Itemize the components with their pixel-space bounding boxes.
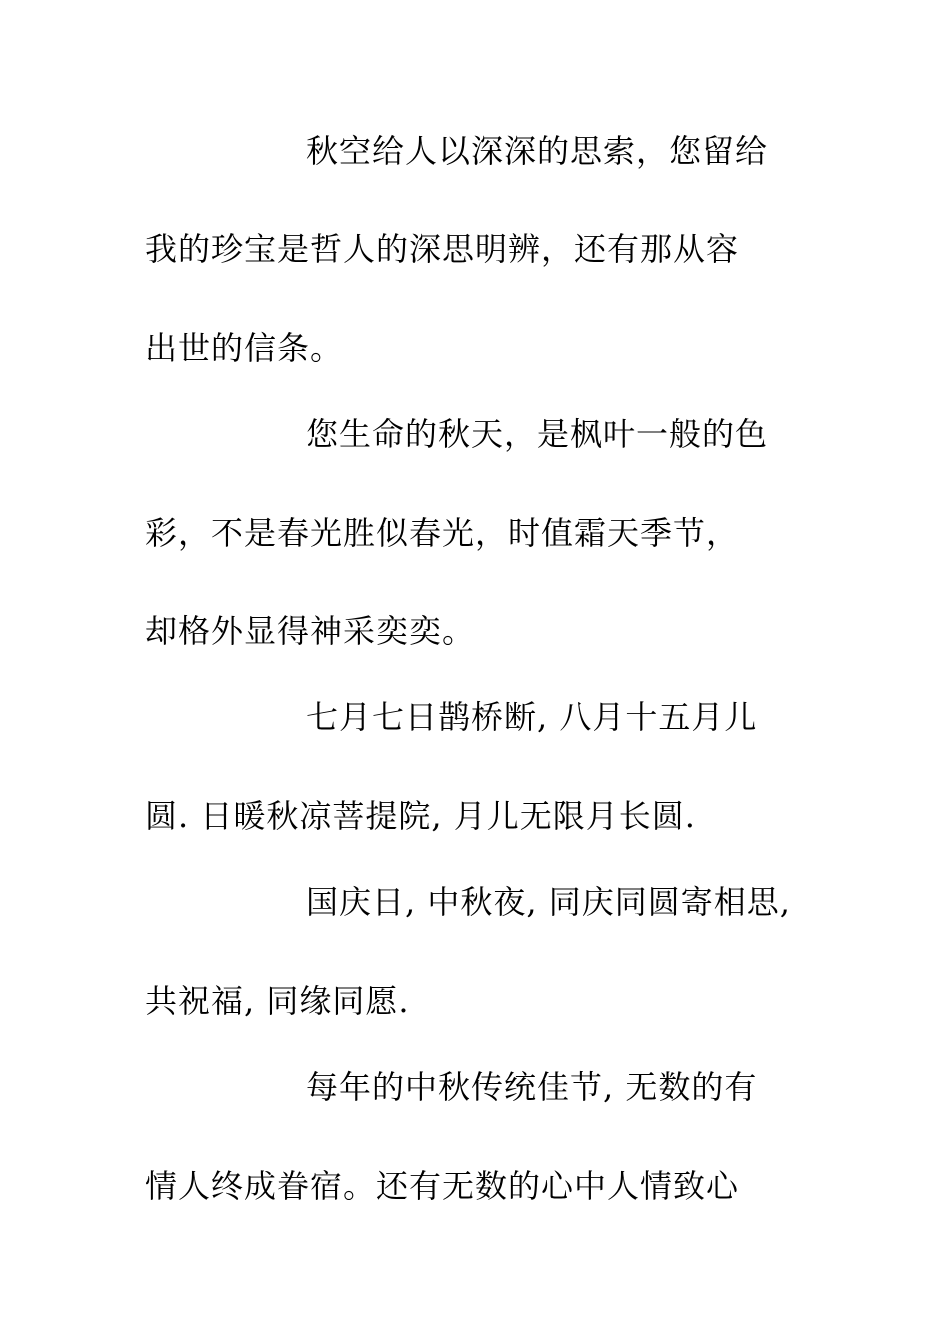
paragraph-2-line-1: 您生命的秋天，是枫叶一般的色	[306, 415, 769, 453]
paragraph-5-line-2: 情人终成眷宿。还有无数的心中人情致心	[145, 1167, 740, 1205]
paragraph-1-line-3: 出世的信条。	[145, 329, 344, 367]
paragraph-3-line-1: 七月七日鹊桥断, 八月十五月儿	[306, 698, 758, 736]
paragraph-4-line-2: 共祝福, 同缘同愿.	[145, 982, 410, 1020]
paragraph-1-line-2: 我的珍宝是哲人的深思明辨，还有那从容	[145, 230, 740, 268]
paragraph-3-line-2: 圆. 日暖秋凉菩提院, 月儿无限月长圆.	[145, 797, 696, 835]
paragraph-4-line-1: 国庆日, 中秋夜, 同庆同圆寄相思,	[306, 883, 791, 921]
paragraph-1-line-1: 秋空给人以深深的思索，您留给	[306, 132, 769, 170]
paragraph-5-line-1: 每年的中秋传统佳节, 无数的有	[306, 1068, 758, 1106]
paragraph-2-line-3: 却格外显得神采奕奕。	[145, 612, 476, 650]
paragraph-2-line-2: 彩，不是春光胜似春光，时值霜天季节，	[145, 514, 740, 552]
